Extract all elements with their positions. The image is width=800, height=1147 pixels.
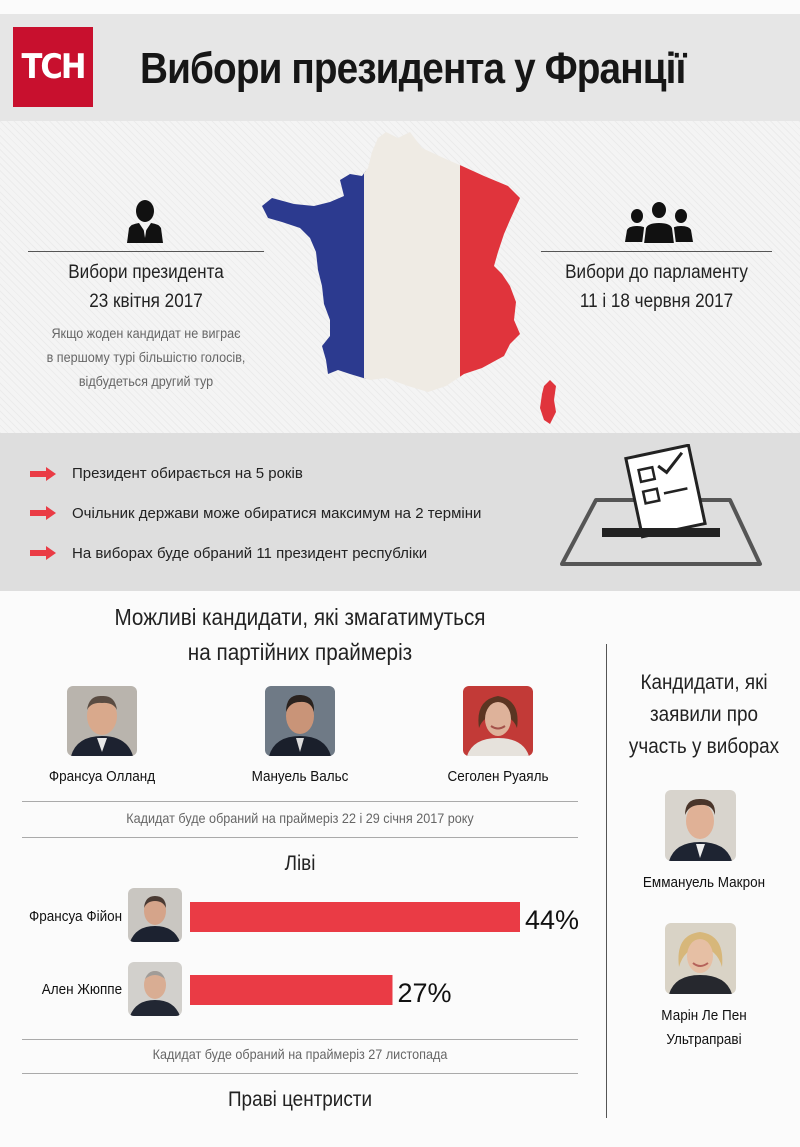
vertical-divider bbox=[606, 644, 607, 1118]
poll-bar-1 bbox=[190, 975, 393, 1005]
poll-label-0: 44% bbox=[525, 905, 580, 935]
candidate-party-le-pen: Ультраправі bbox=[666, 1031, 742, 1048]
candidate-name-valls: Мануель Вальс bbox=[251, 768, 349, 785]
divider-primaries-top bbox=[22, 801, 578, 802]
candidate-photo-royal bbox=[463, 686, 533, 756]
divider-right bbox=[541, 251, 772, 252]
candidate-name-le-pen: Марін Ле Пен bbox=[661, 1007, 747, 1024]
poll-chart bbox=[190, 896, 600, 1008]
left-primaries-note: Кадидат буде обраний на праймеріз 22 і 29 січня 2017 року bbox=[126, 810, 474, 826]
candidate-photo-juppe bbox=[128, 962, 182, 1016]
declared-heading-2: заявили про bbox=[649, 703, 759, 726]
arrow-right-icon bbox=[30, 506, 56, 520]
divider-left bbox=[28, 251, 264, 252]
president-note-2: в першому турі більшістю голосів, bbox=[46, 349, 246, 365]
parliament-date: 11 і 18 червня 2017 bbox=[579, 291, 734, 312]
group-icon bbox=[625, 198, 693, 244]
fact-2: Очільник держави може обиратися максимум на 2 терміни bbox=[72, 505, 482, 522]
arrow-right-icon bbox=[30, 467, 56, 481]
right-primaries-note: Кадидат буде обраний на праймеріз 27 листопада bbox=[152, 1046, 448, 1062]
president-date: 23 квітня 2017 bbox=[89, 291, 203, 312]
right-label: Праві центристи bbox=[227, 1088, 373, 1111]
left-label: Ліві bbox=[284, 852, 316, 875]
poll-name-fillon: Франсуа Фійон bbox=[28, 908, 123, 925]
person-icon bbox=[125, 198, 165, 244]
divider-primaries-bottom bbox=[22, 1039, 578, 1040]
candidate-photo-le-pen bbox=[665, 923, 736, 994]
tsn-logo[interactable]: ТСН bbox=[13, 27, 93, 107]
candidate-name-hollande: Франсуа Олланд bbox=[48, 768, 156, 785]
poll-name-juppe: Ален Жюппе bbox=[41, 981, 123, 998]
page-title: Вибори президента у Франції bbox=[140, 44, 686, 93]
candidate-name-macron: Еммануель Макрон bbox=[642, 874, 766, 891]
fact-3: На виборах буде обраний 11 президент республіки bbox=[72, 545, 428, 562]
president-note-3: відбудеться другий тур bbox=[78, 373, 214, 389]
president-title: Вибори президента bbox=[68, 262, 224, 283]
candidate-name-royal: Сеголен Руаяль bbox=[447, 768, 549, 785]
fact-1: Президент обирається на 5 років bbox=[72, 465, 303, 482]
candidate-photo-macron bbox=[665, 790, 736, 861]
arrow-right-icon bbox=[30, 546, 56, 560]
poll-bar-0 bbox=[190, 902, 520, 932]
divider-primaries-mid bbox=[22, 837, 578, 838]
candidate-photo-valls bbox=[265, 686, 335, 756]
ballot-box-icon bbox=[556, 444, 766, 568]
divider-primaries-end bbox=[22, 1073, 578, 1074]
declared-heading-3: участь у виборах bbox=[628, 735, 780, 758]
declared-heading-1: Кандидати, які bbox=[640, 671, 768, 694]
parliament-title: Вибори до парламенту bbox=[565, 262, 748, 283]
president-note-1: Якщо жоден кандидат не виграє bbox=[51, 325, 241, 341]
candidate-photo-hollande bbox=[67, 686, 137, 756]
candidate-photo-fillon bbox=[128, 888, 182, 942]
primaries-heading-2: на партійних праймеріз bbox=[187, 639, 413, 665]
poll-label-1: 27% bbox=[397, 978, 452, 1008]
primaries-heading-1: Можливі кандидати, які змагатимуться bbox=[114, 604, 486, 630]
france-flag-map bbox=[258, 124, 570, 430]
